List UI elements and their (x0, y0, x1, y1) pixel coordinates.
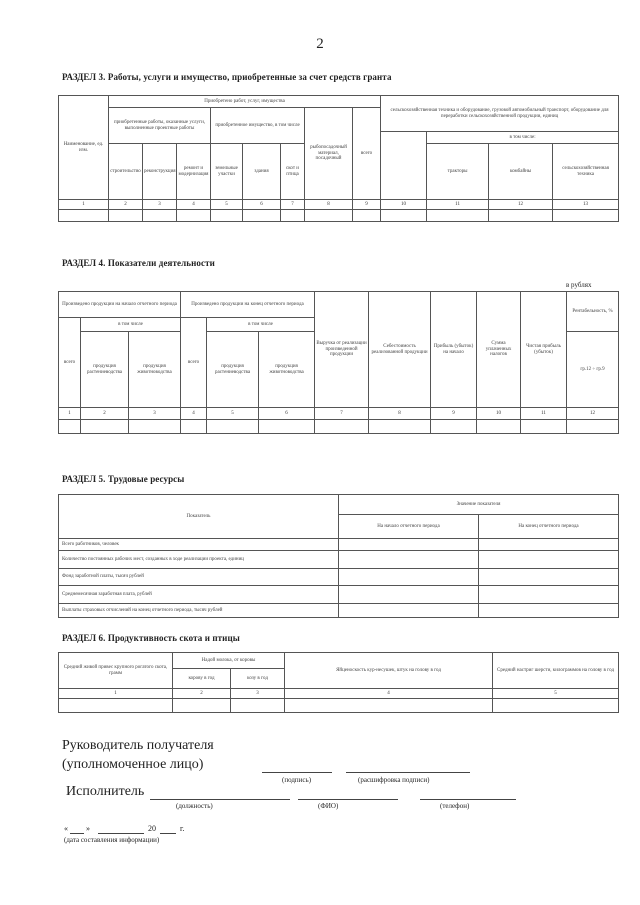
s3-cell[interactable] (281, 210, 305, 222)
s3-cell[interactable] (59, 210, 109, 222)
caption-dolzhnost: (должность) (176, 802, 213, 810)
s3-cell[interactable] (427, 210, 489, 222)
s6-cell[interactable] (173, 699, 231, 713)
s4-c-sebest: Себестоимость реализованной продукции (369, 292, 431, 408)
s3-c-skot: скот и птица (281, 144, 305, 200)
position-line[interactable] (150, 799, 290, 800)
s3-h-right: сельскохозяйственная техника и оборудование, грузовой автомобильный транспорт, оборудование для переработки сельскохозяйственной продукции, единиц (381, 96, 619, 132)
s3-c-komb: комбайны (489, 144, 553, 200)
s5-cell[interactable] (479, 586, 619, 604)
s4-num: 5 (207, 408, 259, 420)
s5-cell[interactable] (479, 604, 619, 618)
section5-table (58, 494, 619, 618)
s4-c-rast2: продукция растениеводства (207, 332, 259, 408)
s3-num: 4 (177, 200, 211, 210)
s4-c-zhiv: продукция животноводства (129, 332, 181, 408)
s4-cell[interactable] (129, 420, 181, 434)
s4-h-prod-start: Произведено продукции на начало отчетного периода (59, 292, 181, 318)
s6-h-yaic: Яйценоскость кур-несушек, штук на голову в год (285, 653, 493, 689)
s4-num: 10 (477, 408, 521, 420)
s5-cell[interactable] (339, 604, 479, 618)
s5-row-label: Фонд заработной платы, тысяч рублей (59, 569, 339, 586)
s4-num: 2 (81, 408, 129, 420)
s4-h-vsego2: всего (181, 318, 207, 408)
s4-num: 6 (259, 408, 315, 420)
s6-num: 5 (493, 689, 619, 699)
s3-num: 3 (143, 200, 177, 210)
s3-num: 2 (109, 200, 143, 210)
s3-h-works: приобретенные работы, оказанные услуги, выполненные проектные работы (109, 108, 211, 144)
s4-cell[interactable] (59, 420, 81, 434)
fio-line[interactable] (298, 799, 398, 800)
s3-cell[interactable] (553, 210, 619, 222)
signature-decode-line[interactable] (346, 772, 470, 773)
s3-num: 8 (305, 200, 353, 210)
s3-cell[interactable] (381, 210, 427, 222)
s5-cell[interactable] (339, 551, 479, 569)
s3-c-vsego-right (381, 132, 427, 200)
s3-cell[interactable] (143, 210, 177, 222)
s4-num: 1 (59, 408, 81, 420)
s5-row-label: Количество постоянных рабочих мест, созданных в ходе реализации проекта, единиц (59, 551, 339, 569)
s4-num: 11 (521, 408, 567, 420)
s4-cell[interactable] (567, 420, 619, 434)
caption-podpis: (подпись) (282, 776, 312, 784)
s6-num: 2 (173, 689, 231, 699)
s3-h-name: Наименование, ед. изм. (59, 96, 109, 200)
s3-h-incl: в том числе: (427, 132, 619, 144)
caption-telefon: (телефон) (440, 802, 470, 810)
s5-row-label: Выплаты страховых отчислений на конец отчетного периода, тысяч рублей (59, 604, 339, 618)
s3-num: 13 (553, 200, 619, 210)
page-number: 2 (316, 36, 324, 52)
s5-h-indicator: Показатель (59, 495, 339, 539)
s3-num: 11 (427, 200, 489, 210)
caption-rasshifrovka: (расшифровка подписи) (358, 776, 430, 784)
section4-unit: в рублях (566, 281, 592, 289)
s4-cell[interactable] (369, 420, 431, 434)
section4-title: РАЗДЕЛ 4. Показатели деятельности (62, 258, 215, 268)
date-year-prefix: 20 (148, 824, 156, 833)
s3-cell[interactable] (353, 210, 381, 222)
s4-h-vsego: всего (59, 318, 81, 408)
s6-h-ves: Средний живой привес крупного рогатого скота, грамм (59, 653, 173, 689)
s3-c-zem: земельные участки (211, 144, 243, 200)
s6-c-korov: корову в год (173, 669, 231, 689)
s3-cell[interactable] (177, 210, 211, 222)
s6-h-nastrig: Средний настриг шерсти, килограммов на голову в год (493, 653, 619, 689)
s6-num: 1 (59, 689, 173, 699)
date-close-quote: » (86, 824, 90, 833)
s4-cell[interactable] (81, 420, 129, 434)
s6-h-nadoi: Надой молока, от коровы (173, 653, 285, 669)
s5-cell[interactable] (479, 569, 619, 586)
section6-title: РАЗДЕЛ 6. Продуктивность скота и птицы (62, 633, 240, 643)
s4-cell[interactable] (477, 420, 521, 434)
section6-table (58, 652, 619, 713)
s5-cell[interactable] (339, 586, 479, 604)
s3-c-rybo: рыбопосадочный материал, посадочный (305, 108, 353, 200)
s4-cell[interactable] (431, 420, 477, 434)
s4-num: 3 (129, 408, 181, 420)
s5-cell[interactable] (479, 551, 619, 569)
s3-cell[interactable] (305, 210, 353, 222)
s3-c-zdan: здания (243, 144, 281, 200)
s4-c-zhiv2: продукция животноводства (259, 332, 315, 408)
s4-h-prod-end: Произведено продукции на конец отчетного периода (181, 292, 315, 318)
s4-c-rentab-note: гр.12 ÷ гр.9 (567, 332, 619, 408)
s5-row-label: Среднемесячная заработная плата, рублей (59, 586, 339, 604)
s3-c-remont: ремонт и модернизация (177, 144, 211, 200)
s5-h-value: Значение показателя (339, 495, 619, 515)
s4-cell[interactable] (181, 420, 207, 434)
s4-c-chistaya: Чистая прибыль (убыток) (521, 292, 567, 408)
s4-num: 9 (431, 408, 477, 420)
section4-table (58, 291, 619, 434)
s3-h-main: Приобретено работ, услуг, имущества (109, 96, 381, 108)
s4-num: 12 (567, 408, 619, 420)
s5-row-label: Всего работников, человек (59, 539, 339, 551)
s3-c-tech: сельскохозяйственная техника (553, 144, 619, 200)
phone-line[interactable] (420, 799, 516, 800)
s4-cell[interactable] (259, 420, 315, 434)
s3-c-vsego: всего (353, 108, 381, 200)
s4-cell[interactable] (207, 420, 259, 434)
s3-c-trakt: тракторы (427, 144, 489, 200)
s4-c-rentab: Рентабельность, % (567, 292, 619, 332)
s4-cell[interactable] (315, 420, 369, 434)
s5-cell[interactable] (339, 539, 479, 551)
s4-cell[interactable] (521, 420, 567, 434)
caption-fio: (ФИО) (318, 802, 339, 810)
head-line1: Руководитель получателя (62, 738, 214, 753)
s4-h-incl: в том числе (81, 318, 181, 332)
s5-cell[interactable] (339, 569, 479, 586)
s4-h-incl2: в том числе (207, 318, 315, 332)
head-line2: (уполномоченное лицо) (62, 757, 204, 772)
s6-cell[interactable] (285, 699, 493, 713)
s6-num: 3 (231, 689, 285, 699)
date-day-line[interactable] (70, 833, 84, 834)
s3-cell[interactable] (243, 210, 281, 222)
section3-table (58, 95, 619, 222)
s3-cell[interactable] (109, 210, 143, 222)
s4-c-rast: продукция растениеводства (81, 332, 129, 408)
date-g: г. (180, 824, 185, 833)
date-year-line[interactable] (160, 833, 176, 834)
caption-date: (дата составления информации) (64, 836, 160, 844)
executor-label: Исполнитель (66, 784, 145, 799)
s3-num: 5 (211, 200, 243, 210)
signature-line[interactable] (262, 772, 332, 773)
s4-num: 4 (181, 408, 207, 420)
s3-h-property: приобретенное имущество, в том числе (211, 108, 305, 144)
s4-num: 8 (369, 408, 431, 420)
s6-cell[interactable] (59, 699, 173, 713)
s5-h-start: На начало отчетного периода (339, 515, 479, 539)
section5-title: РАЗДЕЛ 5. Трудовые ресурсы (62, 474, 185, 484)
s3-c-stroit: строительство (109, 144, 143, 200)
s5-h-end: На конец отчетного периода (479, 515, 619, 539)
s3-cell[interactable] (489, 210, 553, 222)
s3-num: 10 (381, 200, 427, 210)
s4-num: 7 (315, 408, 369, 420)
s6-cell[interactable] (493, 699, 619, 713)
s3-c-rekon: реконструкция (143, 144, 177, 200)
s3-num: 9 (353, 200, 381, 210)
section3-title: РАЗДЕЛ 3. Работы, услуги и имущество, приобретенные за счет средств гранта (62, 72, 392, 82)
s6-cell[interactable] (231, 699, 285, 713)
s4-c-pribyl: Прибыль (убыток) на начало (431, 292, 477, 408)
s3-num: 7 (281, 200, 305, 210)
s3-num: 1 (59, 200, 109, 210)
s5-cell[interactable] (479, 539, 619, 551)
date-month-line[interactable] (98, 833, 144, 834)
s3-cell[interactable] (211, 210, 243, 222)
s6-num: 4 (285, 689, 493, 699)
s4-c-summa: Сумма уплаченных налогов (477, 292, 521, 408)
date-open-quote: « (64, 824, 68, 833)
s3-num: 6 (243, 200, 281, 210)
s3-num: 12 (489, 200, 553, 210)
s6-c-kozu: козу в год (231, 669, 285, 689)
s4-c-vyruchka: Выручка от реализации произведенной продукции (315, 292, 369, 408)
